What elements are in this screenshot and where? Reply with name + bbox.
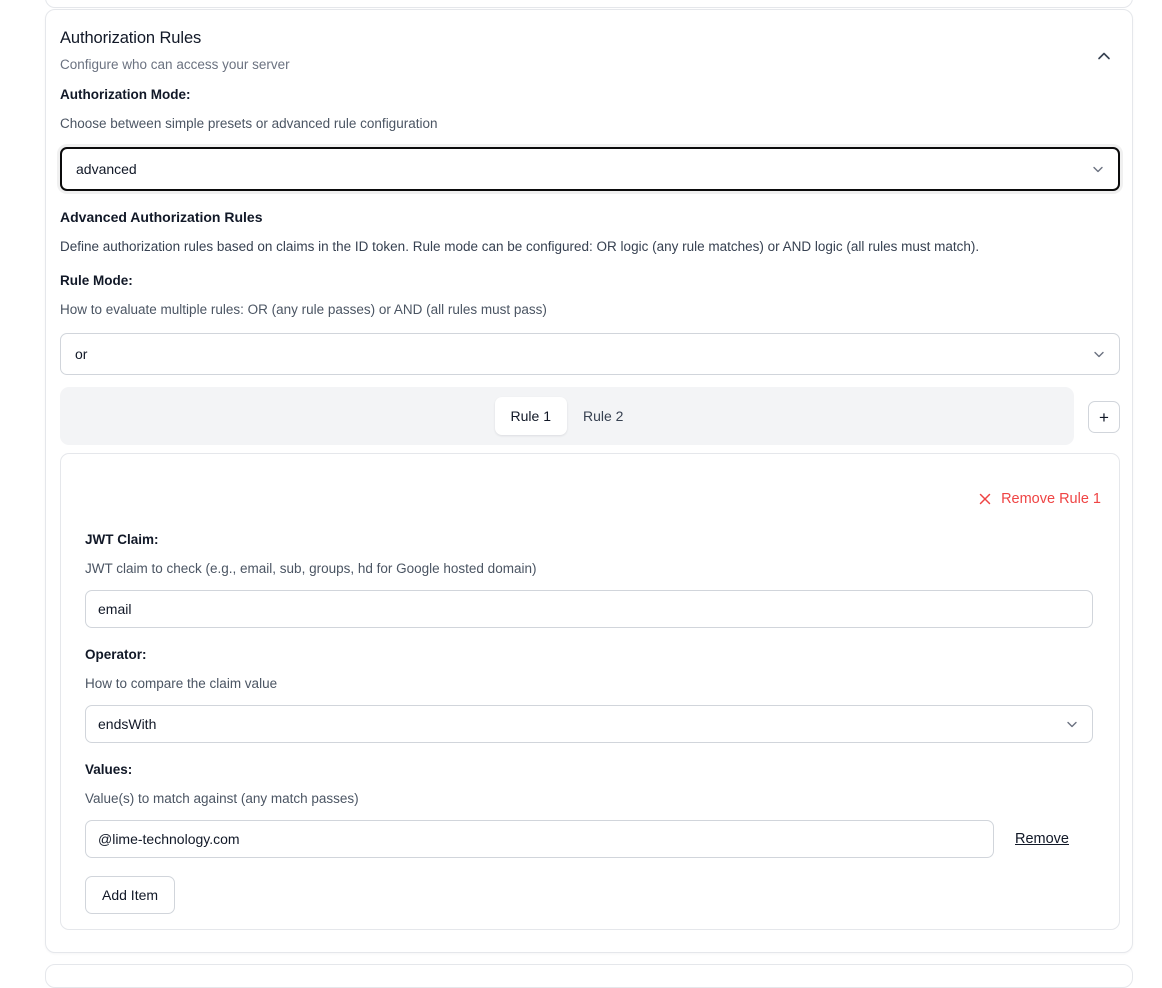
remove-rule-label: Remove Rule 1	[1001, 491, 1101, 507]
rule-mode-select-value: or	[75, 346, 88, 362]
page-title: Authorization Rules	[60, 29, 202, 47]
auth-mode-label: Authorization Mode:	[60, 87, 191, 102]
advanced-description: Define authorization rules based on claims in the ID token. Rule mode can be configured: OR logic (any rule matches) or AND logic (all rules must match).	[60, 239, 980, 254]
next-panel-stub	[45, 964, 1133, 988]
chevron-down-icon	[1090, 161, 1106, 177]
rule-mode-select[interactable]	[60, 333, 1120, 375]
tab-rule-1[interactable]: Rule 1	[495, 397, 567, 435]
rule-tabs-row	[60, 387, 1120, 452]
values-label: Values:	[85, 762, 133, 777]
tab-rule-2[interactable]: Rule 2	[567, 397, 639, 435]
chevron-up-icon[interactable]	[1094, 46, 1114, 66]
chevron-down-icon	[1064, 716, 1080, 732]
plus-icon: +	[1099, 407, 1109, 427]
jwt-claim-input[interactable]	[85, 590, 1093, 628]
chevron-down-icon	[1091, 346, 1107, 362]
auth-mode-select[interactable]	[60, 147, 1120, 191]
card-subtitle: Configure who can access your server	[60, 57, 290, 72]
rule-tabs	[60, 387, 1074, 445]
x-icon	[978, 492, 992, 506]
auth-mode-select-value: advanced	[76, 161, 137, 177]
previous-panel-stub	[45, 0, 1133, 8]
jwt-claim-label: JWT Claim:	[85, 532, 159, 547]
authorization-rules-card	[45, 9, 1133, 953]
operator-select-value: endsWith	[98, 716, 157, 732]
rule-1-panel	[60, 453, 1120, 930]
advanced-heading: Advanced Authorization Rules	[60, 209, 263, 225]
add-rule-button[interactable]	[1088, 401, 1120, 433]
remove-rule-button[interactable]	[978, 491, 1101, 507]
auth-mode-help: Choose between simple presets or advanced rule configuration	[60, 116, 438, 131]
remove-value-link[interactable]: Remove	[1015, 831, 1069, 847]
rule-mode-help: How to evaluate multiple rules: OR (any rule passes) or AND (all rules must pass)	[60, 302, 547, 317]
operator-select[interactable]	[85, 705, 1093, 743]
values-help: Value(s) to match against (any match passes)	[85, 791, 359, 806]
add-item-button[interactable]: Add Item	[85, 876, 175, 914]
jwt-claim-help: JWT claim to check (e.g., email, sub, groups, hd for Google hosted domain)	[85, 561, 537, 576]
value-item-input[interactable]	[85, 820, 994, 858]
operator-help: How to compare the claim value	[85, 676, 278, 691]
operator-label: Operator:	[85, 647, 147, 662]
rule-mode-label: Rule Mode:	[60, 273, 133, 288]
